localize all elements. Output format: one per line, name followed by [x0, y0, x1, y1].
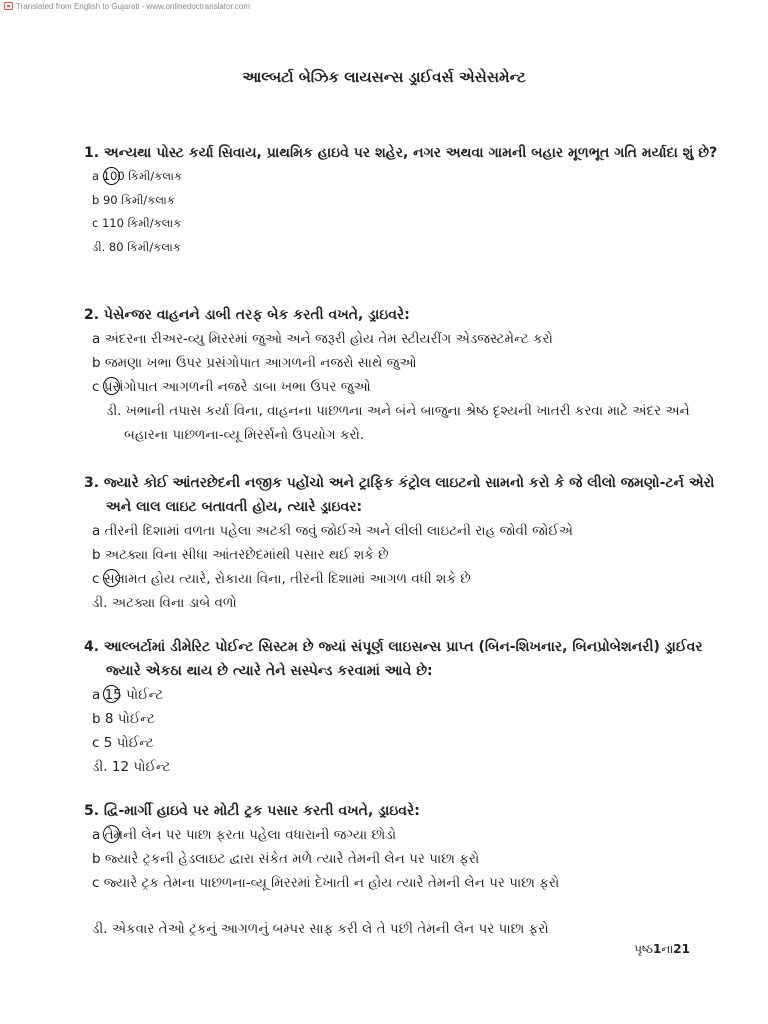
option-c [84, 567, 720, 591]
option-b [84, 351, 720, 375]
option-d [84, 399, 720, 447]
option-d [84, 236, 720, 260]
answer-circle-mark [103, 377, 120, 395]
option-d [84, 591, 720, 615]
option-c [84, 375, 720, 399]
option-text: b અટક્યા વિના સીધા આંતરછેદમાંથી પસાર થઈ શકે છે [92, 547, 389, 563]
answer-circle-mark [103, 825, 120, 843]
page-total: 21 [673, 942, 690, 956]
option-text: b 8 પોઈન્ટ [92, 711, 155, 727]
translation-banner[interactable] [4, 0, 250, 12]
option-b [84, 847, 720, 871]
option-text: ડી. 80 કિમી/કલાક [92, 239, 181, 254]
answer-circle-mark [103, 685, 120, 703]
options-list [84, 519, 720, 615]
option-b [84, 707, 720, 731]
pdf-icon [4, 2, 13, 10]
question-2 [84, 303, 720, 447]
option-text: ડી. 12 પોઈન્ટ [92, 759, 171, 775]
option-text: c 5 પોઈન્ટ [92, 735, 154, 751]
option-text: b 90 કિમી/કલાક [92, 192, 175, 207]
question-5 [84, 799, 720, 941]
option-text: c જ્યારે ટ્રક તેમના પાછળના-વ્યૂ મિરરમાં દેખાતી ન હોય ત્યારે તેમની લેન પર પાછા ફરો [92, 875, 560, 891]
document-title: આલ્બર્ટા બેઝિક લાયસન્સ ડ્રાઈવર્સ એસેસમેન્ટ [242, 68, 526, 86]
option-text: a 100 કિમી/કલાક [92, 169, 183, 183]
page-prefix: પૃષ્ઠ [634, 942, 654, 956]
option-a [84, 327, 720, 351]
question-text: 2. પેસેન્જર વાહનને ડાબી તરફ બેક કરતી વખતે, ડ્રાઇવરે: [84, 307, 410, 323]
option-text: a 15 પોઈન્ટ [92, 687, 164, 703]
option-a [84, 683, 720, 707]
question-1 [84, 141, 720, 259]
question-3 [84, 471, 720, 615]
page-separator: ના [661, 942, 674, 956]
option-text: c 110 કિમી/કલાક [92, 216, 182, 230]
option-b [84, 543, 720, 567]
question-text: 4. આલ્બર્ટામાં ડીમેરિટ પોઈન્ટ સિસ્ટમ છે જ્યાં સંપૂર્ણ લાઇસન્સ પ્રાપ્ત (બિન-શિખનાર, બિનપ્રોબેશનરી) ડ્રાઈવર જ્યારે એકઠા થાય છે ત્યારે તેને સસ્પેન્ડ કરવામાં આવે છે: [84, 639, 703, 679]
page-current: 1 [653, 942, 662, 956]
page-number [634, 942, 690, 957]
question-4 [84, 635, 720, 779]
answer-circle-mark [103, 167, 120, 185]
question-text: 1. અન્યથા પોસ્ટ કર્યા સિવાય, પ્રાથમિક હાઇવે પર શહેર, નગર અથવા ગામની બહાર મૂળભૂત ગતિ મર્યાદા શું છે? [84, 145, 718, 161]
option-c [84, 871, 720, 895]
option-d [84, 755, 720, 779]
option-text: c સલામત હોય ત્યારે, રોકાયા વિના, તીરની દિશામાં આગળ વધી શકે છે [92, 571, 471, 587]
option-a [84, 519, 720, 543]
option-text: ડી. અટક્યા વિના ડાબે વળો [92, 595, 237, 611]
option-text: a અંદરના રીઅર-વ્યુ મિરરમાં જુઓ અને જરૂરી હોય તેમ સ્ટીયરીંગ એડજસ્ટમેન્ટ કરો [92, 331, 553, 347]
options-list [84, 683, 720, 779]
option-text: b જમણા ખભા ઉપર પ્રસંગોપાત આગળની નજરો સાથે જુઓ [92, 355, 417, 371]
options-list [84, 327, 720, 447]
option-text: a તેમની લેન પર પાછા ફરતા પહેલા વધારાની જગ્યા છોડો [92, 827, 397, 843]
answer-circle-mark [103, 569, 120, 587]
options-list [84, 165, 720, 259]
option-d [84, 917, 720, 941]
question-text: 3. જ્યારે કોઈ આંતરછેદની નજીક પહોંચો અને ટ્રાફિક કંટ્રોલ લાઇટનો સામનો કરો કે જે લીલો જમણો-ટર્ન એરો અને લાલ લાઇટ બતાવતી હોય, ત્યારે ડ્રાઇવર: [84, 475, 715, 515]
option-text: a તીરની દિશામાં વળતા પહેલા અટકી જવું જોઈએ અને લીલી લાઇટની રાહ જોવી જોઈએ [92, 523, 573, 539]
options-list [84, 823, 720, 941]
option-text: ડી. ખભાની તપાસ કર્યા વિના, વાહનના પાછળના અને બંને બાજુના શ્રેષ્ઠ દૃશ્યની ખાતરી કરવા માટે અંદર અને બહારના પાછળના-વ્યૂ મિરર્સનો ઉપયોગ કરો. [106, 403, 690, 443]
option-b [84, 189, 720, 213]
option-text: c પ્રસંગોપાત આગળની નજરે ડાબા ખભા ઉપર જુઓ [92, 379, 371, 395]
option-text: ડી. એકવાર તેઓ ટ્રકનું આગળનું બમ્પર સાફ કરી લે તે પછી તેમની લેન પર પાછા ફરો [92, 921, 549, 937]
option-c [84, 731, 720, 755]
banner-text[interactable]: Translated from English to Gujarati - www.onlinedoctranslator.com [16, 1, 251, 11]
option-a [84, 165, 720, 189]
option-a [84, 823, 720, 847]
question-text: 5. દ્વિ-માર્ગી હાઇવે પર મોટી ટ્રક પસાર કરતી વખતે, ડ્રાઇવરે: [84, 803, 420, 819]
option-text: b જ્યારે ટ્રકની હેડલાઇટ દ્વારા સંકેત મળે ત્યારે તેમની લેન પર પાછા ફરો [92, 851, 480, 867]
option-c [84, 212, 720, 236]
